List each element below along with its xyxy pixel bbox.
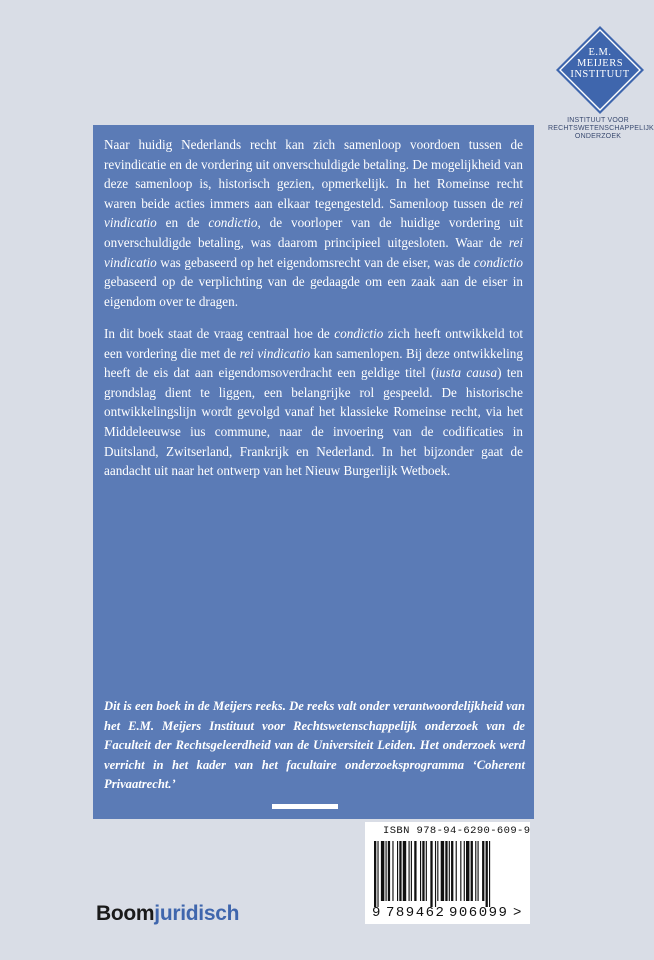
barcode-bar <box>409 841 410 901</box>
barcode-bar <box>482 841 484 901</box>
publisher-boom: Boom <box>96 902 155 925</box>
logo-subtitle-1: INSTITUUT VOOR <box>567 117 629 124</box>
barcode-bar <box>403 841 406 901</box>
barcode-bar <box>377 841 378 907</box>
barcode-bar <box>475 841 476 901</box>
series-note: Dit is een boek in de Meijers reeks. De reeks valt onder verantwoordelijkheid van het E.M. Meijers Instituut voor Rechtswetenschappelijk onderzoek van de Faculteit der Rechtsgeleerdheid van de Universiteit Leiden. Het onderzoek werd verricht in het kader van het facultaire onderzoeksprogramma ‘Coherent Privaatrecht.’ <box>104 699 525 792</box>
barcode-bar <box>486 841 488 907</box>
barcode-bar <box>386 841 387 901</box>
blurb-paragraph-2: In dit boek staat de vraag centraal hoe de condictio zich heeft ontwikkeld tot een vordering die met de rei vindicatio kan samenlopen. Bij deze ontwikkeling heeft de eis dat aan eigendomsoverdracht een geldige titel (iusta causa) ten grondslag dient te liggen, een belangrijke rol gespeeld. De historische ontwikkelingslijn wordt gevolgd vanaf het klassieke Romeinse recht, via het Middeleeuwse ius commune, naar de invoering van de codificaties in Duitsland, Zwitserland, Frankrijk en Nederland. In het bijzonder gaat de aandacht uit naar het ontwerp van het Nieuw Burgerlijk Wetboek. <box>104 326 523 479</box>
barcode-bar <box>435 841 436 907</box>
barcode-bar <box>445 841 447 901</box>
barcode-bar <box>397 841 398 901</box>
barcode-bar <box>489 841 490 907</box>
barcode-bar <box>460 841 461 901</box>
logo-line-em: E.M. <box>588 47 612 58</box>
barcode-bar <box>414 841 416 901</box>
barcode-bar <box>388 841 390 901</box>
barcode-bars-icon <box>370 841 522 907</box>
isbn-label: ISBN 978-94-6290-609-9 <box>383 825 531 837</box>
barcode-bar <box>430 841 432 907</box>
barcode-bar <box>456 841 457 901</box>
barcode-bar <box>437 841 438 901</box>
barcode-bar <box>464 841 465 901</box>
logo-line-meijers: MEIJERS <box>576 58 624 69</box>
barcode-digits-left: 789462 <box>386 905 446 921</box>
barcode-bar <box>420 841 421 901</box>
barcode-bar <box>426 841 427 901</box>
panel-notch <box>272 804 338 809</box>
barcode-bar <box>466 841 469 901</box>
publisher-logo <box>96 902 239 926</box>
barcode-bar <box>374 841 376 907</box>
barcode-bar <box>471 841 473 901</box>
barcode-bar <box>411 841 412 901</box>
barcode-bar <box>381 841 384 901</box>
barcode-bar <box>441 841 444 901</box>
barcode-bar <box>449 841 450 901</box>
barcode-bar <box>478 841 479 901</box>
barcode-bar <box>399 841 401 901</box>
blurb-paragraph-1: Naar huidig Nederlands recht kan zich samenloop voordoen tussen de revindicatie en de vordering uit onverschuldigde betaling. De mogelijkheid van deze samenloop is, historisch gezien, opmerkelijk. In het Romeinse recht waren beide acties immers aan elkaar tegengesteld. Samenloop tussen de rei vindicatio en de condictio, de voorloper van de huidige vordering uit onverschuldigde betaling, was daarom principieel uitgesloten. Waar de rei vindicatio was gebaseerd op het eigendomsrecht van de eiser, was de condictio gebaseerd op de verplichting van de gedaagde om een zaak aan de eiser in eigendom over te dragen. <box>104 137 523 309</box>
barcode-digit-first: 9 <box>372 905 381 921</box>
barcode-bar <box>451 841 453 901</box>
barcode-digits-right: 906099 <box>449 905 509 921</box>
logo-line-instituut: INSTITUUT <box>570 69 630 80</box>
logo-subtitle-2: RECHTSWETENSCHAPPELIJK <box>548 125 654 132</box>
barcode-bar <box>392 841 393 901</box>
barcode-bar <box>422 841 424 901</box>
publisher-juridisch: juridisch <box>154 902 240 925</box>
barcode-arrow: > <box>513 905 522 921</box>
logo-subtitle-3: ONDERZOEK <box>574 133 622 140</box>
